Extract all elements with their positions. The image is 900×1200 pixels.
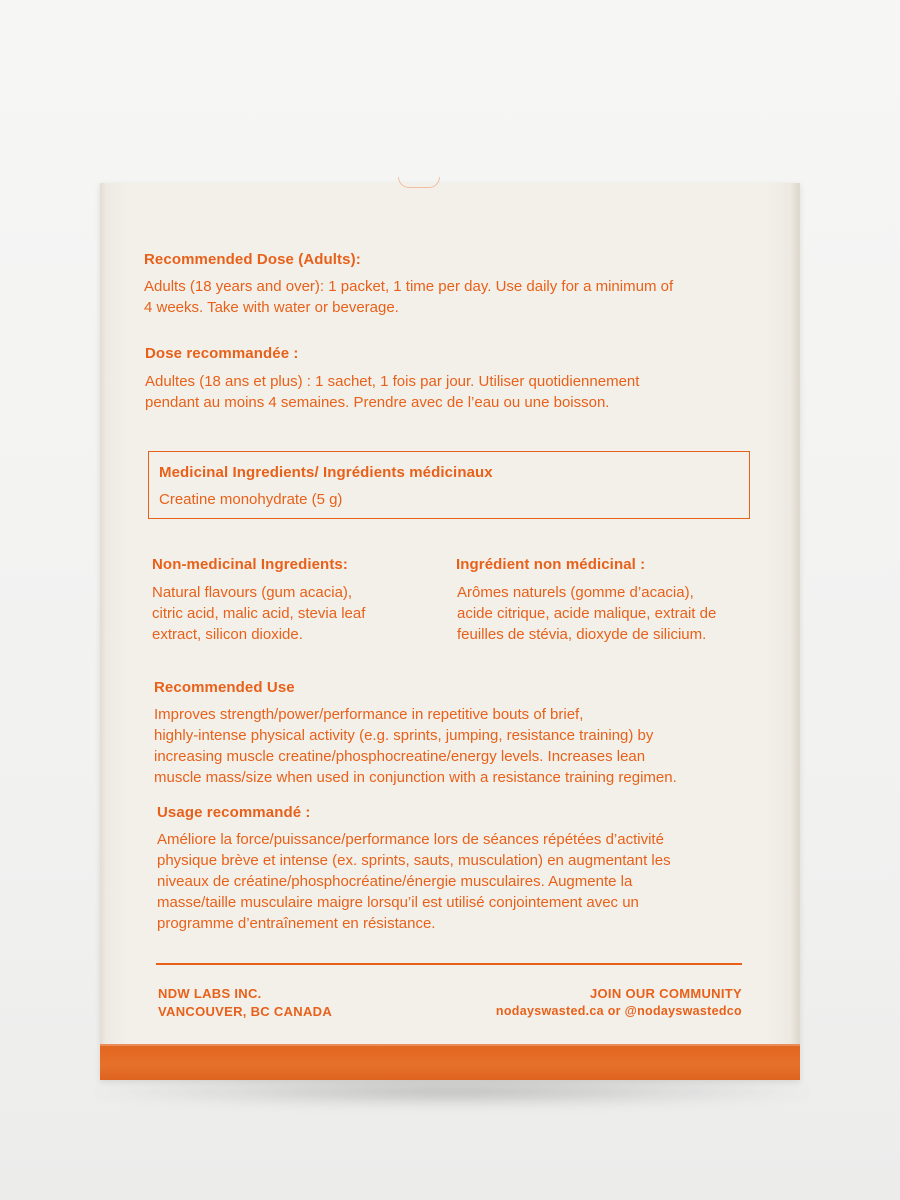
non-medicinal-en-line-1: Natural flavours (gum acacia), [152,584,353,601]
non-medicinal-fr-heading: Ingrédient non médicinal : [456,556,646,573]
company-name: NDW LABS INC. [158,986,262,1001]
dose-fr-line-1: Adultes (18 ans et plus) : 1 sachet, 1 fois par jour. Utiliser quotidiennement [145,373,640,390]
dose-en-heading: Recommended Dose (Adults): [144,251,361,268]
non-medicinal-fr-line-1: Arômes naturels (gomme d’acacia), [457,584,694,601]
non-medicinal-fr-line-2: acide citrique, acide malique, extrait de [457,605,717,622]
use-fr-heading: Usage recommandé : [157,804,311,821]
dose-fr-heading: Dose recommandée : [145,345,299,362]
use-en-line-1: Improves strength/power/performance in repetitive bouts of brief, [154,706,584,723]
community-heading: JOIN OUR COMMUNITY [589,986,742,1001]
medicinal-heading: Medicinal Ingredients/ Ingrédients médicinaux [159,464,493,481]
use-fr-line-3: niveaux de créatine/phosphocréatine/énergie musculaires. Augmente la [157,873,633,890]
use-en-line-4: muscle mass/size when used in conjunction with a resistance training regimen. [154,769,677,786]
community-links: nodayswasted.ca or @nodayswastedco [495,1004,742,1018]
dose-fr-line-2: pendant au moins 4 semaines. Prendre avec de l’eau ou une boisson. [145,394,610,411]
supplement-box-back [100,183,800,1080]
box-left-edge [100,183,106,1080]
medicinal-value: Creatine monohydrate (5 g) [159,491,343,508]
use-fr-line-2: physique brève et intense (ex. sprints, sauts, musculation) en augmentant les [157,852,671,869]
use-en-line-3: increasing muscle creatine/phosphocreatine/energy levels. Increases lean [154,748,646,765]
non-medicinal-fr-line-3: feuilles de stévia, dioxyde de silicium. [457,626,707,643]
use-fr-line-5: programme d’entraînement en résistance. [157,915,436,932]
company-location: VANCOUVER, BC CANADA [158,1004,333,1019]
box-shadow [96,1076,808,1106]
footer-divider [156,963,742,965]
use-en-heading: Recommended Use [154,679,295,696]
use-fr-line-1: Améliore la force/puissance/performance lors de séances répétées d’activité [157,831,664,848]
use-fr-line-4: masse/taille musculaire maigre lorsqu’il est utilisé conjointement avec un [157,894,639,911]
use-en-line-2: highly-intense physical activity (e.g. sprints, jumping, resistance training) by [154,727,654,744]
dose-en-line-1: Adults (18 years and over): 1 packet, 1 time per day. Use daily for a minimum of [144,278,674,295]
dose-en-line-2: 4 weeks. Take with water or beverage. [144,299,399,316]
non-medicinal-en-line-3: extract, silicon dioxide. [152,626,303,643]
orange-bottom-band [100,1044,800,1080]
box-right-edge [790,183,800,1080]
non-medicinal-en-heading: Non-medicinal Ingredients: [152,556,348,573]
top-logo-mark [398,177,440,188]
non-medicinal-en-line-2: citric acid, malic acid, stevia leaf [152,605,366,622]
